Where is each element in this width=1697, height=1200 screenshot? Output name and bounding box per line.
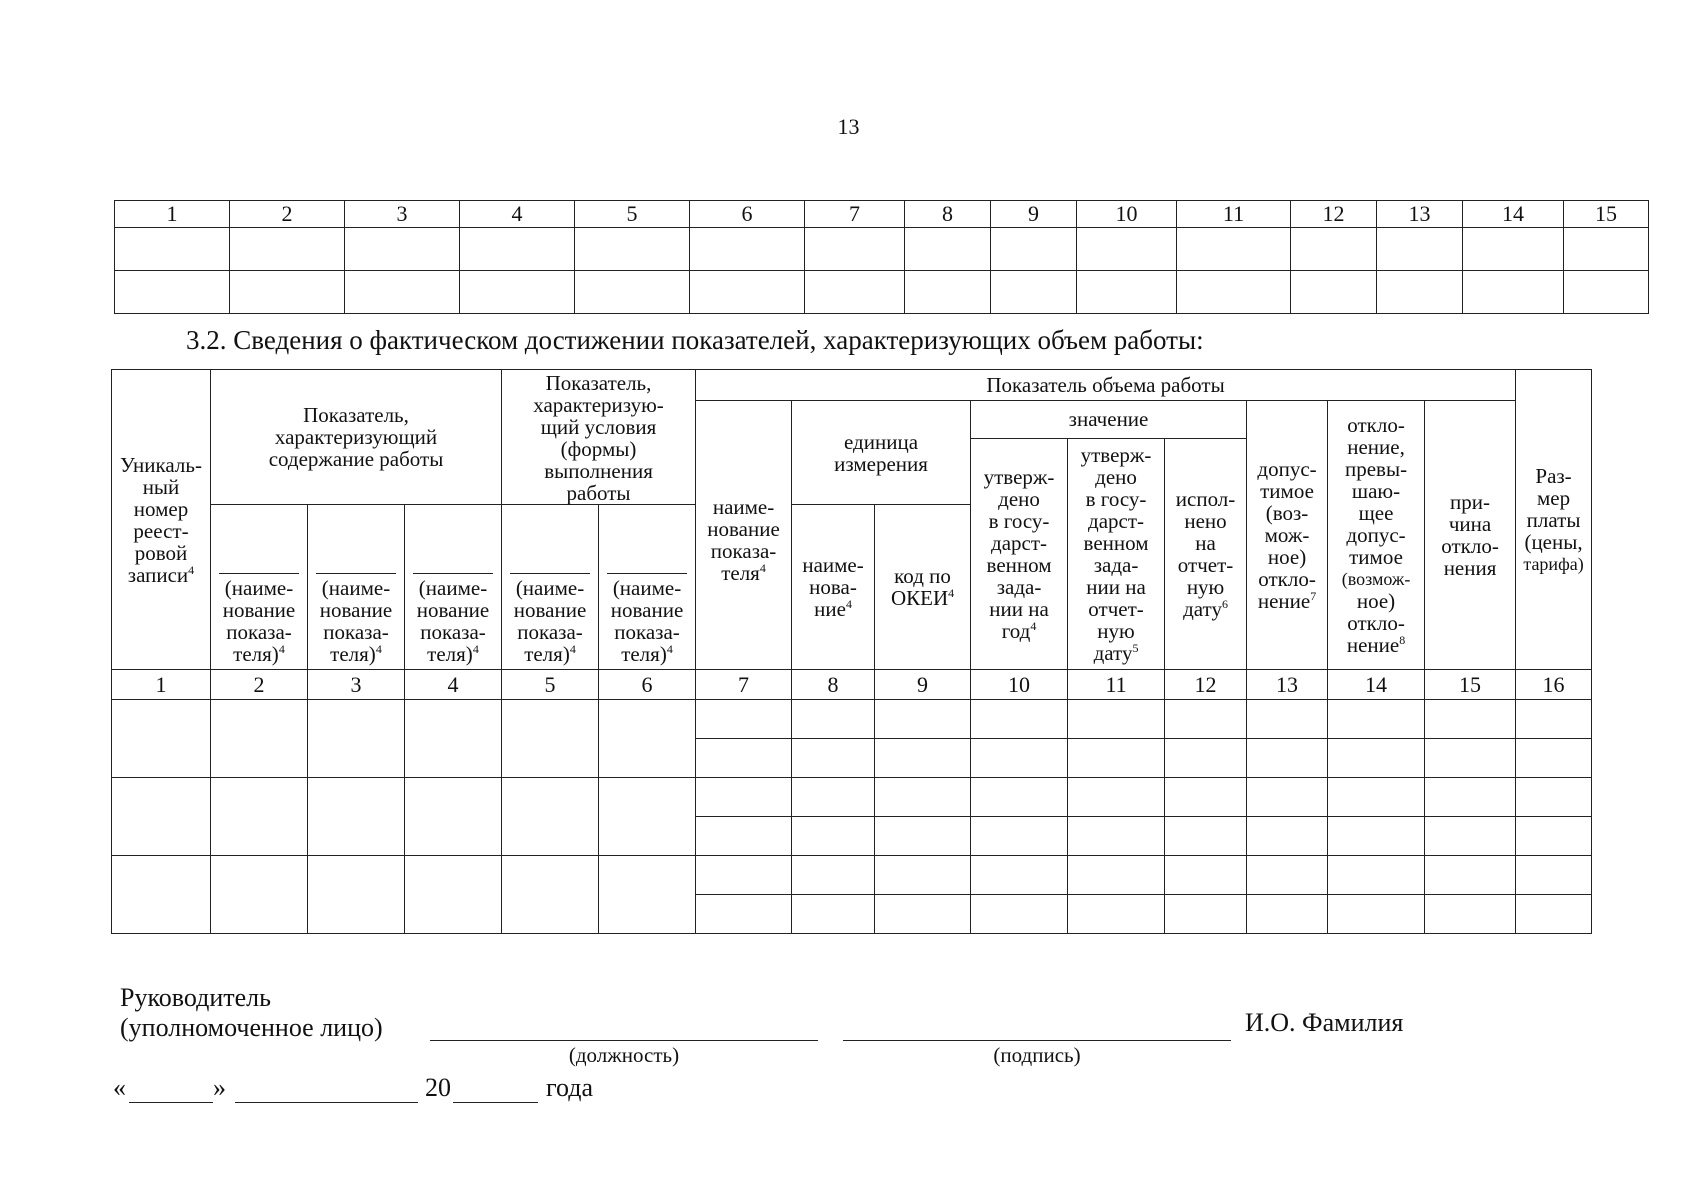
month-field[interactable]: [235, 1102, 418, 1103]
table-cell[interactable]: [971, 856, 1068, 895]
column-number: 4: [460, 201, 575, 228]
table-cell[interactable]: [1068, 895, 1165, 934]
table-cell[interactable]: [1077, 228, 1177, 271]
date-open-quote: «: [113, 1073, 126, 1102]
column-number: 7: [805, 201, 905, 228]
table-cell[interactable]: [405, 700, 502, 778]
table-cell[interactable]: [1068, 778, 1165, 817]
year-prefix: 20: [425, 1073, 451, 1102]
column-number: 6: [690, 201, 805, 228]
table-cell[interactable]: [1247, 895, 1328, 934]
table-cell[interactable]: [1425, 700, 1516, 739]
signature-caption: (подпись): [993, 1043, 1081, 1067]
table-cell[interactable]: [1165, 700, 1247, 739]
table-cell[interactable]: [696, 817, 792, 856]
table-cell[interactable]: [792, 700, 875, 739]
table-cell[interactable]: [1177, 271, 1291, 314]
column-number-row: [112, 670, 1592, 700]
column-number: 11: [1068, 670, 1165, 700]
table-cell[interactable]: [1247, 856, 1328, 895]
table-cell[interactable]: [308, 700, 405, 778]
signatory-title: Руководитель (уполномоченное лицо): [120, 983, 383, 1042]
table-cell[interactable]: [1247, 739, 1328, 778]
table-cell[interactable]: [696, 739, 792, 778]
table-cell[interactable]: [575, 228, 690, 271]
table-cell[interactable]: [230, 228, 345, 271]
table-cell[interactable]: [690, 271, 805, 314]
table-cell[interactable]: [308, 856, 405, 934]
column-number: 14: [1463, 201, 1564, 228]
table-cell[interactable]: [1328, 895, 1425, 934]
column-number: 10: [971, 670, 1068, 700]
table-cell[interactable]: [1247, 817, 1328, 856]
header-unit: единица измерения: [792, 401, 971, 505]
table-cell[interactable]: [805, 228, 905, 271]
header-value-year: утверж- дено в госу- дарст- венном зада- нии на год$^4$: [971, 438, 1068, 670]
table-cell[interactable]: [1068, 739, 1165, 778]
header-indicator-placeholder: (наиме- нование показа- теля)$^4$: [405, 505, 502, 670]
column-number: 10: [1077, 201, 1177, 228]
table-cell[interactable]: [905, 271, 991, 314]
column-number: 2: [211, 670, 308, 700]
table-cell[interactable]: [1328, 856, 1425, 895]
table-row: [112, 700, 1592, 739]
table-cell[interactable]: [1516, 856, 1592, 895]
column-number: 15: [1425, 670, 1516, 700]
column-number: 13: [1247, 670, 1328, 700]
column-number: 1: [115, 201, 230, 228]
table-row: [115, 271, 1649, 314]
table-cell[interactable]: [1328, 778, 1425, 817]
column-number: 8: [905, 201, 991, 228]
table-cell[interactable]: [1516, 817, 1592, 856]
column-number: 13: [1377, 201, 1463, 228]
table-cell[interactable]: [971, 895, 1068, 934]
table-cell[interactable]: [792, 817, 875, 856]
header-value: значение: [971, 401, 1247, 439]
table-cell[interactable]: [1463, 228, 1564, 271]
table-cell[interactable]: [1328, 817, 1425, 856]
table-cell[interactable]: [211, 700, 308, 778]
day-field[interactable]: [129, 1102, 213, 1103]
table-row: [112, 778, 1592, 817]
table-cell[interactable]: [971, 739, 1068, 778]
table-cell[interactable]: [1068, 700, 1165, 739]
table-cell[interactable]: [1068, 856, 1165, 895]
year-field[interactable]: [453, 1102, 538, 1103]
signature-field[interactable]: [843, 1040, 1231, 1041]
table-cell[interactable]: [1425, 856, 1516, 895]
table-cell[interactable]: [875, 739, 971, 778]
header-indicator-name: наиме- нование показа- теля$^4$: [696, 401, 792, 670]
table-cell[interactable]: [875, 700, 971, 739]
table-cell[interactable]: [1425, 778, 1516, 817]
table-cell[interactable]: [1377, 271, 1463, 314]
header-unit-name: наиме- нова- ние$^4$: [792, 505, 875, 670]
column-number: 14: [1328, 670, 1425, 700]
table-cell[interactable]: [1165, 895, 1247, 934]
table-cell[interactable]: [696, 778, 792, 817]
table-cell[interactable]: [599, 856, 696, 934]
column-number: 16: [1516, 670, 1592, 700]
position-caption: (должность): [568, 1043, 680, 1067]
table-cell[interactable]: [115, 271, 230, 314]
table-cell[interactable]: [875, 817, 971, 856]
table-cell[interactable]: [905, 228, 991, 271]
header-conditions-indicator: Показатель, характеризую- щий условия (формы) выполнения работы: [502, 370, 696, 505]
table-row: [115, 228, 1649, 271]
header-exceeding-deviation: откло- нение, превы- шаю- щее допус- тимое (возмож- ное) откло- нение$^8$: [1328, 401, 1425, 670]
table-cell[interactable]: [1516, 895, 1592, 934]
header-value-executed: испол- нено на отчет- ную дату$^6$: [1165, 438, 1247, 670]
column-number: 11: [1177, 201, 1291, 228]
table-cell[interactable]: [1291, 271, 1377, 314]
column-number: 1: [112, 670, 211, 700]
table-cell[interactable]: [112, 778, 211, 856]
table-cell[interactable]: [792, 895, 875, 934]
table-cell[interactable]: [115, 228, 230, 271]
table-cell[interactable]: [1564, 271, 1649, 314]
year-suffix: года: [546, 1073, 594, 1102]
header-payment-size: Раз- мер платы (цены, тарифа): [1516, 370, 1592, 670]
section-heading: 3.2. Сведения о фактическом достижении показателей, характеризующих объем работы:: [186, 325, 1204, 355]
table-cell[interactable]: [971, 700, 1068, 739]
table-cell[interactable]: [696, 700, 792, 739]
header-unique-record: [112, 370, 211, 670]
table-cell[interactable]: [1165, 778, 1247, 817]
table-cell[interactable]: [696, 895, 792, 934]
table-cell[interactable]: [345, 271, 460, 314]
table-cell[interactable]: [1377, 228, 1463, 271]
table-cell[interactable]: [460, 271, 575, 314]
table-cell[interactable]: [1564, 228, 1649, 271]
position-field[interactable]: [430, 1040, 818, 1041]
header-deviation-reason: при- чина откло- нения: [1425, 401, 1516, 670]
table-cell[interactable]: [991, 228, 1077, 271]
table-cell[interactable]: [1247, 778, 1328, 817]
table-cell[interactable]: [1291, 228, 1377, 271]
column-number: 5: [502, 670, 599, 700]
column-number: 4: [405, 670, 502, 700]
header-volume-indicator: Показатель объема работы: [696, 370, 1516, 401]
column-number: 9: [991, 201, 1077, 228]
table-cell[interactable]: [599, 700, 696, 778]
column-number: 7: [696, 670, 792, 700]
table-cell[interactable]: [502, 778, 599, 856]
column-number: 9: [875, 670, 971, 700]
table-cell[interactable]: [1425, 739, 1516, 778]
table-cell[interactable]: [1425, 817, 1516, 856]
table-cell[interactable]: [599, 778, 696, 856]
table-cell[interactable]: [792, 778, 875, 817]
table-cell[interactable]: [230, 271, 345, 314]
header-allowed-deviation: допус- тимое (воз- мож- ное) откло- нение$^7$: [1247, 401, 1328, 670]
column-number: 15: [1564, 201, 1649, 228]
column-number: 12: [1291, 201, 1377, 228]
header-indicator-placeholder: (наиме- нование показа- теля)$^4$: [211, 505, 308, 670]
table-cell[interactable]: [792, 739, 875, 778]
table-cell[interactable]: [405, 778, 502, 856]
column-number-row: [115, 201, 1649, 228]
table-cell[interactable]: [405, 856, 502, 934]
header-value-report-date: утверж- дено в госу- дарст- венном зада- нии на отчет- ную дату$^5$: [1068, 438, 1165, 670]
table-cell[interactable]: [1077, 271, 1177, 314]
page-number: 13: [837, 114, 860, 139]
signatory-name: И.О. Фамилия: [1245, 1008, 1404, 1037]
table-cell[interactable]: [575, 271, 690, 314]
header-indicator-placeholder: (наиме- нование показа- теля)$^4$: [308, 505, 405, 670]
table-cell[interactable]: [696, 856, 792, 895]
table-cell[interactable]: [690, 228, 805, 271]
table-row: [112, 856, 1592, 895]
table-cell[interactable]: [805, 271, 905, 314]
table-cell[interactable]: [1516, 700, 1592, 739]
header-text: Уникаль- ный номер реест- ровой записи$^4$: [120, 452, 202, 587]
table-cell[interactable]: [1068, 817, 1165, 856]
table-cell[interactable]: [1247, 700, 1328, 739]
table-cell[interactable]: [1516, 739, 1592, 778]
table-cell[interactable]: [1328, 739, 1425, 778]
column-number: 8: [792, 670, 875, 700]
table-cell[interactable]: [1425, 895, 1516, 934]
table-cell[interactable]: [1165, 739, 1247, 778]
table-cell[interactable]: [308, 778, 405, 856]
table-cell[interactable]: [971, 817, 1068, 856]
column-number: 5: [575, 201, 690, 228]
table-cell[interactable]: [345, 228, 460, 271]
table-cell[interactable]: [112, 856, 211, 934]
table-cell[interactable]: [875, 895, 971, 934]
table-cell[interactable]: [1165, 856, 1247, 895]
header-indicator-placeholder: (наиме- нование показа- теля)$^4$: [599, 505, 696, 670]
column-number: 12: [1165, 670, 1247, 700]
table-cell[interactable]: [1328, 700, 1425, 739]
table-cell[interactable]: [1516, 778, 1592, 817]
table-cell[interactable]: [991, 271, 1077, 314]
header-row: [112, 370, 1592, 401]
continuation-table: [114, 200, 1649, 314]
table-cell[interactable]: [211, 778, 308, 856]
header-indicator-placeholder: (наиме- нование показа- теля)$^4$: [502, 505, 599, 670]
date-close-quote: »: [213, 1073, 226, 1102]
table-cell[interactable]: [1165, 817, 1247, 856]
table-cell[interactable]: [211, 856, 308, 934]
column-number: 6: [599, 670, 696, 700]
table-cell[interactable]: [792, 856, 875, 895]
header-content-indicator: Показатель, характеризующий содержание работы: [211, 370, 502, 505]
table-cell[interactable]: [875, 856, 971, 895]
table-cell[interactable]: [971, 778, 1068, 817]
table-cell[interactable]: [1463, 271, 1564, 314]
column-number: 3: [308, 670, 405, 700]
header-unit-okei: код по ОКЕИ$^4$: [875, 505, 971, 670]
table-cell[interactable]: [502, 700, 599, 778]
table-cell[interactable]: [1177, 228, 1291, 271]
column-number: 3: [345, 201, 460, 228]
table-cell[interactable]: [112, 700, 211, 778]
table-cell[interactable]: [875, 778, 971, 817]
table-cell[interactable]: [502, 856, 599, 934]
work-volume-table: [111, 369, 1592, 934]
column-number: 2: [230, 201, 345, 228]
table-cell[interactable]: [460, 228, 575, 271]
